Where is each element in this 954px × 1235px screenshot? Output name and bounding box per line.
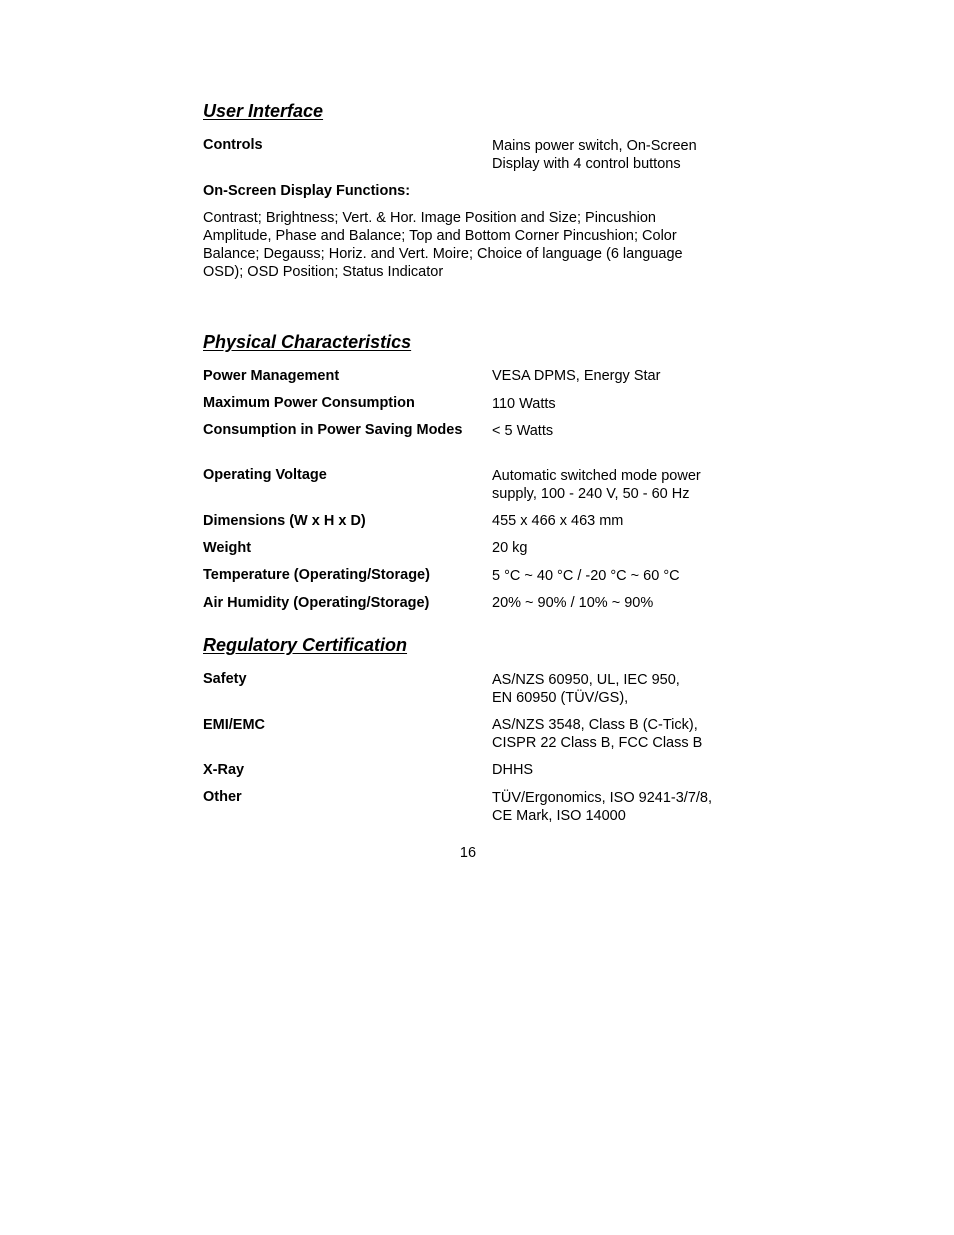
spec-value-line: Automatic switched mode power — [492, 468, 701, 484]
spec-label-power-management: Power Management — [203, 368, 340, 384]
spec-value-max-power: 110 Watts — [492, 396, 556, 412]
spec-value-line: CE Mark, ISO 14000 — [492, 808, 626, 824]
section-heading-user-interface: User Interface — [203, 101, 324, 121]
page-number: 16 — [459, 845, 477, 861]
spec-value-safety — [492, 671, 742, 707]
spec-value-power-management: VESA DPMS, Energy Star — [492, 368, 661, 384]
spec-value-weight: 20 kg — [492, 540, 528, 556]
spec-label-other: Other — [203, 789, 242, 805]
spec-value-power-saving: < 5 Watts — [492, 423, 554, 439]
spec-label-max-power: Maximum Power Consumption — [203, 395, 415, 411]
spec-value-line: AS/NZS 3548, Class B (C-Tick), — [492, 717, 698, 733]
spec-value-line: AS/NZS 60950, UL, IEC 950, — [492, 672, 680, 688]
section-heading-regulatory-certification: Regulatory Certification — [203, 635, 408, 655]
spec-value-air-humidity: 20% ~ 90% / 10% ~ 90% — [492, 595, 654, 611]
spec-value-line: EN 60950 (TÜV/GS), — [492, 690, 629, 706]
spec-value-emi-emc — [492, 716, 742, 752]
spec-value-other — [492, 789, 742, 825]
spec-label-x-ray: X-Ray — [203, 762, 245, 778]
spec-label-power-saving: Consumption in Power Saving Modes — [203, 422, 463, 438]
section-heading-physical-characteristics: Physical Characteristics — [203, 332, 412, 352]
spec-label-controls: Controls — [203, 137, 263, 153]
paragraph-line: OSD); OSD Position; Status Indicator — [203, 264, 444, 280]
spec-value-line: CISPR 22 Class B, FCC Class B — [492, 735, 703, 751]
paragraph-line: Balance; Degauss; Horiz. and Vert. Moire; Choice of language (6 language — [203, 246, 683, 262]
osd-functions-paragraph — [203, 209, 733, 281]
spec-value-line: TÜV/Ergonomics, ISO 9241-3/7/8, — [492, 790, 713, 806]
spec-label-safety: Safety — [203, 671, 247, 687]
spec-value-line: Display with 4 control buttons — [492, 156, 681, 172]
spec-label-weight: Weight — [203, 540, 252, 556]
spec-value-line: Mains power switch, On-Screen — [492, 138, 697, 154]
paragraph-line: Amplitude, Phase and Balance; Top and Bottom Corner Pincushion; Color — [203, 228, 677, 244]
spec-label-dimensions: Dimensions (W x H x D) — [203, 513, 366, 529]
spec-label-emi-emc: EMI/EMC — [203, 717, 266, 733]
spec-value-line: supply, 100 - 240 V, 50 - 60 Hz — [492, 486, 690, 502]
spec-value-operating-voltage — [492, 467, 742, 503]
spec-value-temperature: 5 °C ~ 40 °C / -20 °C ~ 60 °C — [492, 568, 680, 584]
spec-value-x-ray: DHHS — [492, 762, 534, 778]
spec-value-controls — [492, 137, 742, 173]
spec-value-dimensions: 455 x 466 x 463 mm — [492, 513, 624, 529]
paragraph-line: Contrast; Brightness; Vert. & Hor. Image Position and Size; Pincushion — [203, 210, 656, 226]
spec-label-temperature: Temperature (Operating/Storage) — [203, 567, 430, 583]
spec-label-osd-functions: On-Screen Display Functions: — [203, 183, 411, 199]
spec-label-operating-voltage: Operating Voltage — [203, 467, 327, 483]
spec-label-air-humidity: Air Humidity (Operating/Storage) — [203, 595, 430, 611]
